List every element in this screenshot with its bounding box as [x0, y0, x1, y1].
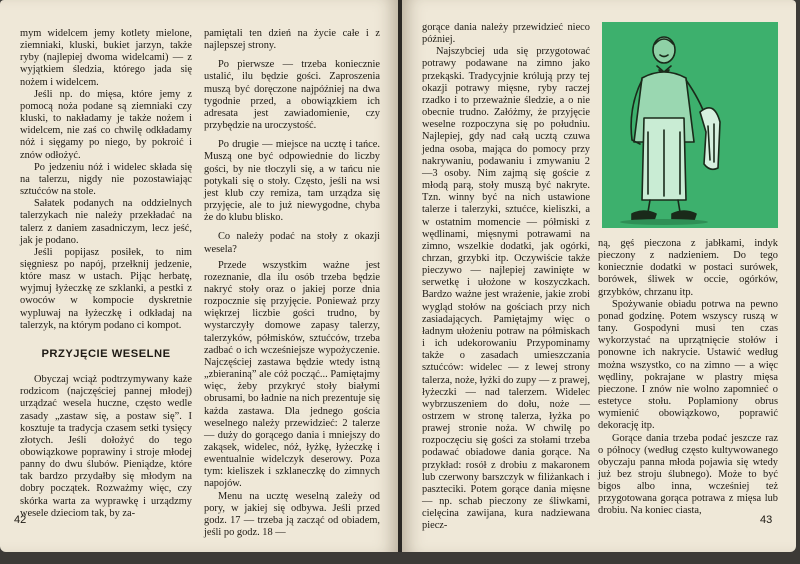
paragraph: Co należy podać na stoły z okazji wesela?	[204, 231, 380, 255]
paragraph: pamiętali ten dzień na życie całe i z najlepszej strony.	[204, 28, 380, 52]
right-page-column-1	[422, 22, 590, 533]
waiter-drawing	[602, 22, 778, 228]
paragraph: Menu na ucztę weselną zależy od pory, w jakiej się odbywa. Jeśli przed godz. 17 — trzeba ją zacząć od obiadem, jeśli po godz. 18 —	[204, 490, 380, 539]
paragraph: ną, gęś pieczona z jabłkami, indyk pieczony z nadzieniem. Do tego koniecznie dodatki w postaci surówek, borówek, śliwek w occie, ogórków, grzybków, chrzanu itp.	[598, 238, 778, 298]
paragraph: Obyczaj wciąż podtrzymywany każe rodzicom (najczęściej pannej młodej) urządzać wesela huczne, często wedle zasady „zastaw się, a postaw się”. I kosztuje ta tradycja czasem setki tysięcy złotych. Jeśli dołożyć do tego obowiązkowe poprawiny i stroje młodej panny do dwu ślubów. Pieniądze, które tak bardzo przydałby się młodym na dobry początek. Rozważmy więc, czy skórka warta za wyprawkę i urządzmy wesele dzieciom tak, by za-	[20, 374, 192, 519]
page-number: 43	[760, 514, 773, 526]
paragraph: Najszybciej uda się przygotować potrawy podawane na zimno jako przekąski. Tradycyjnie królują przy tej okazji potrawy mięsne, ryby raczej rzadko i to przeważnie śledzie, a o nie obecnie trudno. Załóżmy, że przyjęcie weselne rozpoczyna się po południu. Najlepiej, gdy nad całą ucztą czuwa jedna osoba, mająca do pomocy przy nakrywaniu, podawaniu i zmywaniu 2—3 osoby. Nim zajmą się goście z młodą parą, stoły muszą być nakryte. Tzn. winny być na nich ustawione talerze i talerzyki, sztućce, kieliszki, a w ostatnim momencie — półmiski z wędlinami, mięsnymi potrawami na zimno, wszelkie dodatki, jak ogórki, chrzan, grzybki itp. Oczywiście także pieczywo — najlepiej zawinięte w serwetkę i ułożone w koszyczkach. Bardzo ważne jest wrażenie, jakie zrobi wygląd stołów na gościach przy nich zasiadających. Pamiętajmy więc o ładnym ułożeniu potraw na półmiskach i ich udekorowaniu Przypominamy także o zasadach umieszczania sztućców: widelec — z lewej strony talerza, noże, łyżki do zupy — z prawej, łyżeczki — nad talerzem. Widelec wybrzuszeniem do dołu, noże — ostrzem w stronę talerza, łyżka po prawej stronie noża. W chwilę po rozpoczęciu się gości za stołami trzeba podawać obiadowe dania gorące. Na przykład: rosół z drobiu z makaronem lub czerwony barszczyk w filiżankach i paszteciki. Potem gorące dania mięsne — np. schab pieczony ze śliwkami, cielęcina zawijana, kura nadziewana piecz-	[422, 46, 590, 532]
paragraph: Przede wszystkim ważne jest rozeznanie, dla ilu osób trzeba będzie nakryć stoły oraz o jakiej porze dnia rozpocznie się przyjęcie. Ponieważ przy więkrzej liczbie gości trudno, by wystarczyły domowe zapasy talerzy, talerzyków, półmisków, sztućców, trzeba zadbać o ich wcześniejsze wypożyczenie. Najczęściej zastawa będzie wtedy istną „zbieraniną” ale cóż począć... Pamiętajmy więc, żeby przykryć stoły białymi obrusami, bo ładnie na nich prezentuje się każda zastawa. Dla jednego gościa weselnego należy przewidzieć: 2 talerze — duży do gorącego dania i mniejszy do zakąsek, widelec, nóż, łyżkę, łyżeczkę i ewentualnie widelczyk deserowy. Poza tym: kieliszek i szklaneczkę do zimnych napojów.	[204, 259, 380, 490]
page-number: 42	[14, 514, 27, 526]
paragraph: Jeśli popijasz posiłek, to nim sięgniesz po napój, przełknij jedzenie, które masz w ustach. Pijąc herbatę, wyjmuj łyżeczkę ze szklanki, a pestki z owoców w kompocie dyskretnie wypluwaj na łyżeczkę i odkładaj na talerzyk, na którym podano ci kompot.	[20, 246, 192, 331]
paragraph: Sałatek podanych na oddzielnych talerzykach nie należy przekładać na talerz z daniem zasadniczym, lecz jeść, jak je podano.	[20, 198, 192, 246]
paragraph: gorące dania należy przewidzieć nieco później.	[422, 22, 590, 46]
paragraph: Gorące dania trzeba podać jeszcze raz o północy (według często kultywowanego obyczaju panna młoda pojawia się wtedy już bez stroju ślubnego). Może to być bigos albo inna, wcześniej też przygotowana gorąca potrawa z mięsa lub drobiu. Na koniec ciasta,	[598, 432, 778, 517]
right-page-column-2	[598, 238, 778, 518]
paragraph: Jeśli np. do mięsa, które jemy z pomocą noża podane są ziemniaki czy kluski, to nakładamy je także nożem i widelcem, nie zaś co chwilę odkładamy nóż i sięgamy po niego, by pokroić i znów odłożyć.	[20, 88, 192, 161]
paragraph: Spożywanie obiadu potrwa na pewno ponad godzinę. Potem wszyscy ruszą w tany. Gospodyni musi ten czas wykorzystać na uprzątnięcie stołów i ponowne ich nakrycie. Ustawić według można wszystko, co na zimno — a więc wędliny, pokrajane w plastry mięsa pieczone. I znów nie wolno zapomnieć o estetyce stołu. Poplamiony obrus wymienić obowiązkowo, poprawić dekorację itp.	[598, 298, 778, 432]
section-heading: PRZYJĘCIE WESELNE	[41, 347, 171, 360]
left-page-column-2	[204, 28, 380, 539]
paragraph: mym widelcem jemy kotlety mielone, ziemniaki, kluski, bukiet jarzyn, także ryby (najlepiej dwoma widelcami) — z wyjątkiem śledzia, którego jada się nożem i widelcem.	[20, 28, 192, 88]
paragraph: Po drugie — miejsce na ucztę i tańce. Muszą one być odpowiednie do liczby gości, by nie tłoczyli się, a w tańcu nie potykali się o stoły. Często, jeśli na wsi jest klub czy remiza, tam urządza się przyjęcie, ale to już niewygodne, chyba że do klubu blisko.	[204, 139, 380, 224]
paragraph: Po jedzeniu nóż i widelec składa się na talerzu, nigdy nie pozostawiając sztućców na stole.	[20, 161, 192, 198]
left-page-column-1	[20, 28, 192, 520]
left-page	[0, 0, 398, 552]
waiter-with-towel-illustration	[602, 22, 778, 228]
paragraph: Po pierwsze — trzeba koniecznie ustalić, ilu będzie gości. Zaproszenia muszą być doręczone najpóźniej na dwa tygodnie przed, a obowiązkiem ich adresata jest zawiadomienie, czy przybędzie na uroczystość.	[204, 59, 380, 132]
right-page	[402, 0, 796, 552]
